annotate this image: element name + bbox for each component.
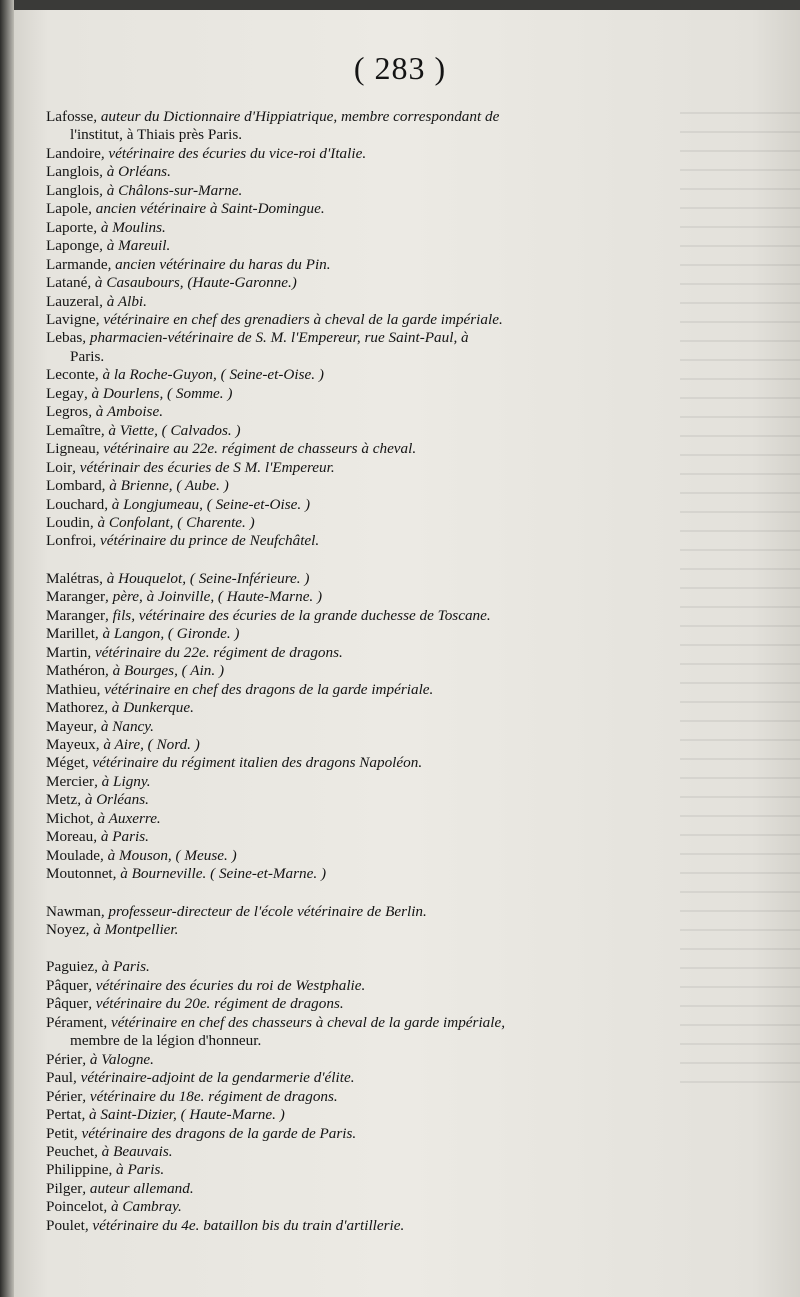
entry-details: , à Houquelot, ( Seine-Inférieure. ) <box>99 569 310 587</box>
entry-continuation: membre de la légion d'honneur. <box>70 1032 262 1050</box>
entry-name: Louchard <box>46 495 105 513</box>
list-item <box>46 256 761 274</box>
entry-name: Legay <box>46 384 84 402</box>
list-item <box>46 625 761 643</box>
list-item <box>46 736 761 754</box>
entry-name: Loir <box>46 458 73 476</box>
entry-details: , à Mouson, ( Meuse. ) <box>100 846 237 864</box>
entry-name: Loudin <box>46 513 90 531</box>
entry-details: , à Ligny. <box>94 772 151 790</box>
list-item <box>46 403 761 421</box>
entry-name: Langlois <box>46 163 100 181</box>
entry-details: , à Amboise. <box>88 403 163 421</box>
entry-name: Mayeur <box>46 717 94 735</box>
scan-edge-top <box>0 0 800 10</box>
entry-name: Lapole <box>46 200 89 218</box>
entry-details: , fils, vétérinaire des écuries de la grande duchesse de Toscane. <box>105 606 491 624</box>
list-item <box>46 274 761 292</box>
entry-name: Méget <box>46 754 85 772</box>
entry-name: Maranger <box>46 606 106 624</box>
entry-details: , à Casaubours, (Haute-Garonne.) <box>87 274 297 292</box>
entry-name: Lauzeral <box>46 292 100 310</box>
entry-name: Pâquer <box>46 995 89 1013</box>
entry-name: Poulet <box>46 1216 85 1234</box>
entry-details: , à Aire, ( Nord. ) <box>95 735 200 753</box>
list-item <box>46 570 761 588</box>
list-item <box>46 588 761 606</box>
entry-details: , vétérinaire en chef des chasseurs à cheval de la garde impériale, <box>103 1013 506 1031</box>
letter-section <box>46 108 761 551</box>
list-item <box>46 422 761 440</box>
list-item <box>46 1051 761 1069</box>
list-item <box>46 329 761 347</box>
entry-details: , à Nancy. <box>93 717 154 735</box>
list-item <box>46 219 761 237</box>
entry-details: , père, à Joinville, ( Haute-Marne. ) <box>105 588 323 606</box>
entry-name: Mathorez <box>46 699 105 717</box>
list-item <box>46 1125 761 1143</box>
entry-details: , à Longjumeau, ( Seine-et-Oise. ) <box>104 495 311 513</box>
entry-name: Poincelot <box>46 1198 104 1216</box>
list-item <box>46 810 761 828</box>
entry-details: , pharmacien-vétérinaire de S. M. l'Empereur, rue Saint-Paul, à <box>82 329 469 347</box>
list-item <box>46 237 761 255</box>
entry-details: , vétérinaire du 4e. bataillon bis du train d'artillerie. <box>84 1216 405 1234</box>
entry-continuation: l'institut, à Thiais près Paris. <box>70 126 243 144</box>
list-item <box>46 1069 761 1087</box>
list-item <box>46 718 761 736</box>
entry-name: Pertat <box>46 1106 82 1124</box>
list-item <box>46 995 761 1013</box>
entry-details: , professeur-directeur de l'école vétérinaire de Berlin. <box>100 902 427 920</box>
list-item <box>46 791 761 809</box>
list-item <box>46 958 761 976</box>
entry-details: , à Beauvais. <box>94 1143 173 1161</box>
entry-name: Michot <box>46 809 90 827</box>
entry-name: Lebas <box>46 329 83 347</box>
entry-name: Larmande <box>46 255 108 273</box>
entry-details: , à Albi. <box>99 292 147 310</box>
list-item <box>46 865 761 883</box>
entry-details: , vétérinaire en chef des grenadiers à cheval de la garde impériale. <box>95 310 503 328</box>
entry-name: Pilger <box>46 1179 83 1197</box>
entry-details: , à Paris. <box>108 1161 165 1179</box>
entry-name: Mayeux <box>46 735 96 753</box>
entry-details: , vétérinaire au 22e. régiment de chasseurs à cheval. <box>95 440 417 458</box>
entry-name: Lombard <box>46 477 102 495</box>
entry-name: Martin <box>46 643 88 661</box>
list-item <box>46 1088 761 1106</box>
entry-name: Mathéron <box>46 662 106 680</box>
entry-name: Legros <box>46 403 89 421</box>
list-item <box>46 145 761 163</box>
list-item <box>46 662 761 680</box>
entry-details: , à Châlons-sur-Marne. <box>99 181 243 199</box>
entry-details: , vétérinaire en chef des dragons de la garde impériale. <box>96 680 434 698</box>
entry-details: , à Bourges, ( Ain. ) <box>105 662 225 680</box>
list-item <box>46 754 761 772</box>
entry-name: Laponge <box>46 237 100 255</box>
entry-details: , à Paris. <box>94 958 150 976</box>
list-item <box>46 182 761 200</box>
entry-details: , vétérinaire du 20e. régiment de dragons. <box>88 995 344 1013</box>
entry-details: , à Viette, ( Calvados. ) <box>100 421 241 439</box>
entry-details: , à Cambray. <box>103 1198 182 1216</box>
entry-details: , à Dunkerque. <box>104 699 194 717</box>
list-item <box>46 293 761 311</box>
list-item <box>46 366 761 384</box>
entry-details: , ancien vétérinaire du haras du Pin. <box>107 255 331 273</box>
entry-name: Moutonnet <box>46 865 113 883</box>
entry-name: Mercier <box>46 772 95 790</box>
entry-details: , à Paris. <box>93 828 149 846</box>
list-item <box>46 607 761 625</box>
list-item <box>46 514 761 532</box>
entry-details: , à Valogne. <box>82 1050 154 1068</box>
entry-name: Lafosse <box>46 108 94 125</box>
list-item <box>46 921 761 939</box>
entry-name: Pérament <box>46 1013 104 1031</box>
entry-details: , à Mareuil. <box>99 237 171 255</box>
entry-details: , à Saint-Dizier, ( Haute-Marne. ) <box>81 1106 285 1124</box>
entry-name: Metz <box>46 791 78 809</box>
entry-details: , à la Roche-Guyon, ( Seine-et-Oise. ) <box>94 366 324 384</box>
list-item <box>46 1143 761 1161</box>
entry-continuation: Paris. <box>70 347 105 365</box>
letter-section <box>46 570 761 884</box>
entry-name: Moulade <box>46 846 100 864</box>
entry-name: Nawman <box>46 902 101 920</box>
entry-details: , à Moulins. <box>93 218 166 236</box>
entry-name: Mathieu <box>46 680 97 698</box>
entry-name: Marillet <box>46 625 95 643</box>
entry-details: , à Confolant, ( Charente. ) <box>89 513 255 531</box>
entry-name: Ligneau <box>46 440 96 458</box>
entry-details: , à Orléans. <box>99 163 171 181</box>
entry-details: , à Montpellier. <box>85 921 179 939</box>
entry-name: Périer <box>46 1087 83 1105</box>
entry-details: , vétérinaire du 22e. régiment de dragons. <box>87 643 343 661</box>
entry-name: Laporte <box>46 218 94 236</box>
entry-name: Lavigne <box>46 310 96 328</box>
list-item <box>46 1198 761 1216</box>
entry-details: , à Brienne, ( Aube. ) <box>101 477 229 495</box>
entry-details: , à Dourlens, ( Somme. ) <box>83 384 233 402</box>
entry-name: Latané <box>46 274 88 292</box>
entry-name: Leconte <box>46 366 95 384</box>
list-item <box>46 477 761 495</box>
entry-name: Paul <box>46 1069 74 1087</box>
entry-name: Malétras <box>46 569 100 587</box>
entry-details: , vétérinaire du régiment italien des dragons Napoléon. <box>84 754 423 772</box>
entry-details: , à Langon, ( Gironde. ) <box>94 625 240 643</box>
list-item <box>46 644 761 662</box>
entry-name: Landoire <box>46 144 101 162</box>
list-item <box>46 496 761 514</box>
page-number: ( 283 ) <box>353 50 447 86</box>
list-item <box>46 699 761 717</box>
entry-name: Lemaître <box>46 421 101 439</box>
list-item <box>46 163 761 181</box>
entry-name: Pâquer <box>46 976 89 994</box>
list-item <box>46 773 761 791</box>
entry-details: , vétérinaire du 18e. régiment de dragons. <box>82 1087 338 1105</box>
list-item <box>46 200 761 218</box>
entry-details: , auteur allemand. <box>82 1179 194 1197</box>
entry-name: Peuchet <box>46 1143 95 1161</box>
entry-details: , à Orléans. <box>77 791 149 809</box>
list-item <box>46 385 761 403</box>
list-item <box>46 311 761 329</box>
entry-name: Maranger <box>46 588 106 606</box>
entry-details: , vétérinaire des dragons de la garde de Paris. <box>73 1124 357 1142</box>
list-item <box>46 459 761 477</box>
list-item <box>46 108 761 126</box>
entry-name: Petit <box>46 1124 74 1142</box>
directory-list <box>46 108 761 1254</box>
list-item <box>46 532 761 550</box>
entry-details: , vétérinaire-adjoint de la gendarmerie d'élite. <box>73 1069 355 1087</box>
entry-name: Moreau <box>46 828 94 846</box>
entry-details: , vétérinaire des écuries du roi de Westphalie. <box>88 976 366 994</box>
entry-name: Périer <box>46 1050 83 1068</box>
letter-section <box>46 903 761 940</box>
entry-details: , à Bourneville. ( Seine-et-Marne. ) <box>112 865 327 883</box>
list-item <box>46 1106 761 1124</box>
list-item <box>46 1161 761 1179</box>
list-item <box>46 1014 761 1032</box>
list-item <box>46 1217 761 1235</box>
entry-details: , auteur du Dictionnaire d'Hippiatrique, membre correspondant de <box>93 108 500 125</box>
list-item <box>46 440 761 458</box>
letter-section <box>46 958 761 1235</box>
entry-name: Langlois <box>46 181 100 199</box>
entry-name: Noyez <box>46 921 86 939</box>
list-item <box>46 903 761 921</box>
entry-details: , ancien vétérinaire à Saint-Domingue. <box>88 200 325 218</box>
entry-name: Paguiez <box>46 958 95 976</box>
list-item <box>46 681 761 699</box>
entry-details: , à Auxerre. <box>89 809 161 827</box>
list-item <box>46 1180 761 1198</box>
list-item <box>46 847 761 865</box>
entry-details: , vétérinaire des écuries du vice-roi d'Italie. <box>100 144 367 162</box>
scan-edge-left <box>0 0 14 1297</box>
entry-name: Philippine <box>46 1161 109 1179</box>
entry-details: , vétérinaire du prince de Neufchâtel. <box>92 532 320 550</box>
list-item <box>46 977 761 995</box>
entry-name: Lonfroi <box>46 532 93 550</box>
entry-details: , vétérinair des écuries de S M. l'Empereur. <box>72 458 335 476</box>
list-item <box>46 828 761 846</box>
